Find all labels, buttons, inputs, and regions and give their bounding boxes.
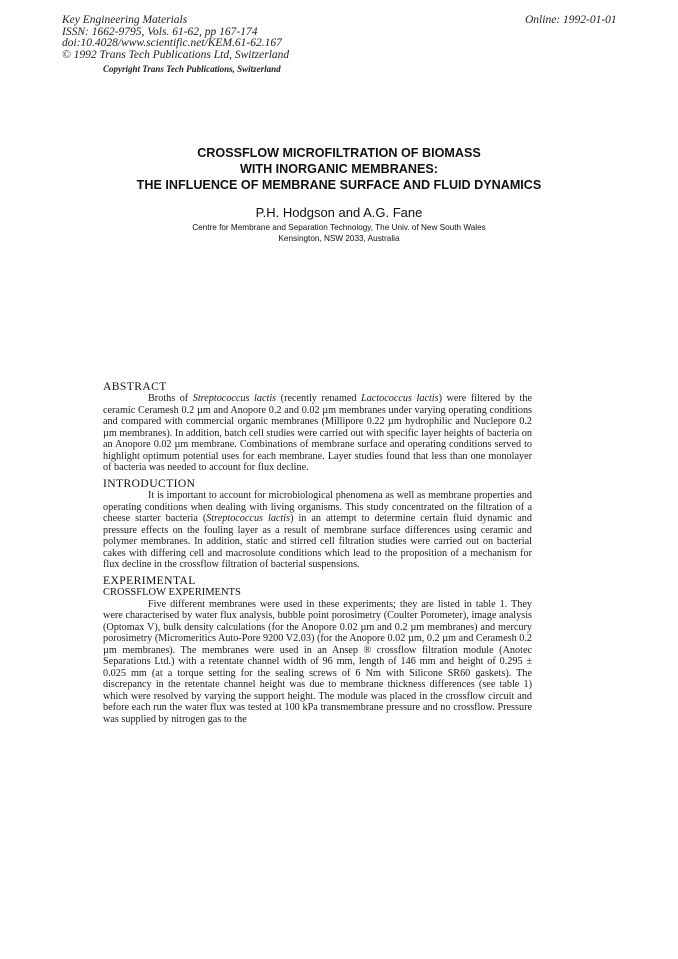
copyright-line: © 1992 Trans Tech Publications Ltd, Switzerland xyxy=(62,48,290,61)
doi-line: doi:10.4028/www.scientific.net/KEM.61-62.167 xyxy=(62,37,282,49)
copyright-stamp: Copyright Trans Tech Publications, Switzerland xyxy=(103,64,281,74)
abstract-paragraph xyxy=(103,393,532,474)
crossflow-subheading: CROSSFLOW EXPERIMENTS xyxy=(103,587,241,598)
authors: P.H. Hodgson and A.G. Fane xyxy=(255,205,423,220)
title-line-3: THE INFLUENCE OF MEMBRANE SURFACE AND FLUID DYNAMICS xyxy=(136,178,542,192)
abstract-heading: ABSTRACT xyxy=(103,380,167,393)
text-run: ) were filtered by the ceramic Ceramesh 0.2 µm and Anopore 0.2 and 0.02 µm membranes under varying operating conditions and compared with commercial organic membranes (Millipore 0.22 µm hydrophilic and Nuclepore 0.2 µm membranes). In addition, batch cell studies were carried out with specific layer heights of bacteria on an Anopore 0.02 µm membrane. Combinations of membrane surface and operating conditions served to highlight optimum potential uses for each membrane. Layer studies found that less than one monolayer of bacteria was needed to account for flux decline. xyxy=(103,393,533,474)
citation-header xyxy=(62,15,289,61)
affiliation xyxy=(0,222,678,244)
online-date: Online: 1992-01-01 xyxy=(525,14,617,26)
title-line-2: WITH INORGANIC MEMBRANES: xyxy=(240,162,438,176)
affiliation-line-2: Kensington, NSW 2033, Australia xyxy=(278,234,400,243)
introduction-section xyxy=(103,478,532,571)
introduction-heading: INTRODUCTION xyxy=(103,477,196,490)
species-name: Streptococcus lactis xyxy=(192,393,277,404)
experimental-heading: EXPERIMENTAL xyxy=(103,574,196,587)
text-run: (recently renamed xyxy=(276,393,362,404)
experimental-section xyxy=(103,575,532,726)
abstract-section xyxy=(103,381,532,474)
text-run: Broths of xyxy=(148,393,193,404)
introduction-paragraph xyxy=(103,490,532,571)
issn-line: ISSN: 1662-9795, Vols. 61-62, pp 167-174 xyxy=(62,25,258,38)
text-run: ) in an attempt to determine certain fluid dynamic and pressure effects on the fouling layer as a result of membrane surface differences using ceramic and polymer membranes. In addition, static and stirred cell filtration studies were carried out on bacterial cakes with differing cell and macrosolute conditions which lead to the proposition of a mechanism for flux decline in the crossflow filtration of bacterial suspensions. xyxy=(103,513,532,571)
affiliation-line-1: Centre for Membrane and Separation Technology, The Univ. of New South Wales xyxy=(192,223,486,232)
species-name: Streptococcus lactis xyxy=(206,513,291,525)
title-line-1: CROSSFLOW MICROFILTRATION OF BIOMASS xyxy=(197,146,481,160)
text-run: It is important to account for microbiological phenomena as well as membrane properties and operating conditions when dealing with living organisms. This study concentrated on the filtration of a cheese starter bacteria ( xyxy=(103,490,532,525)
paper-title xyxy=(0,145,678,193)
journal-name: Key Engineering Materials xyxy=(62,14,188,26)
species-name: Lactococcus lactis xyxy=(361,393,439,404)
experimental-paragraph: Five different membranes were used in these experiments; they are listed in table 1. They were characterised by water flux analysis, bubble point porosimetry (Coulter Porometer), image analysis (Optomax V), bulk density calculations (for the Anopore 0.02 µm and 0.2 µm membranes) and mercury porosimetry (Micromeritics Auto-Pore 9200 V2.03) (for the Anopore 0.02 µm, 0.2 µm and Ceramesh 0.2 µm membranes). The membranes were used in an Ansep ® crossflow filtration module (Anotec Separations Ltd.) with a retentate channel width of 96 mm, length of 146 mm and height of 0.295 ± 0.025 mm (at a torque setting for the sealing screws of 6 Nm with Silicone SR60 gaskets). The discrepancy in the retentate channel height was due to membrane thickness differences (see table 1) which were resolved by varying the support height. The module was placed in the crossflow circuit and before each run the water flux was tested at 100 kPa transmembrane pressure and no crossflow. Pressure was supplied by nitrogen gas to the xyxy=(103,598,532,725)
